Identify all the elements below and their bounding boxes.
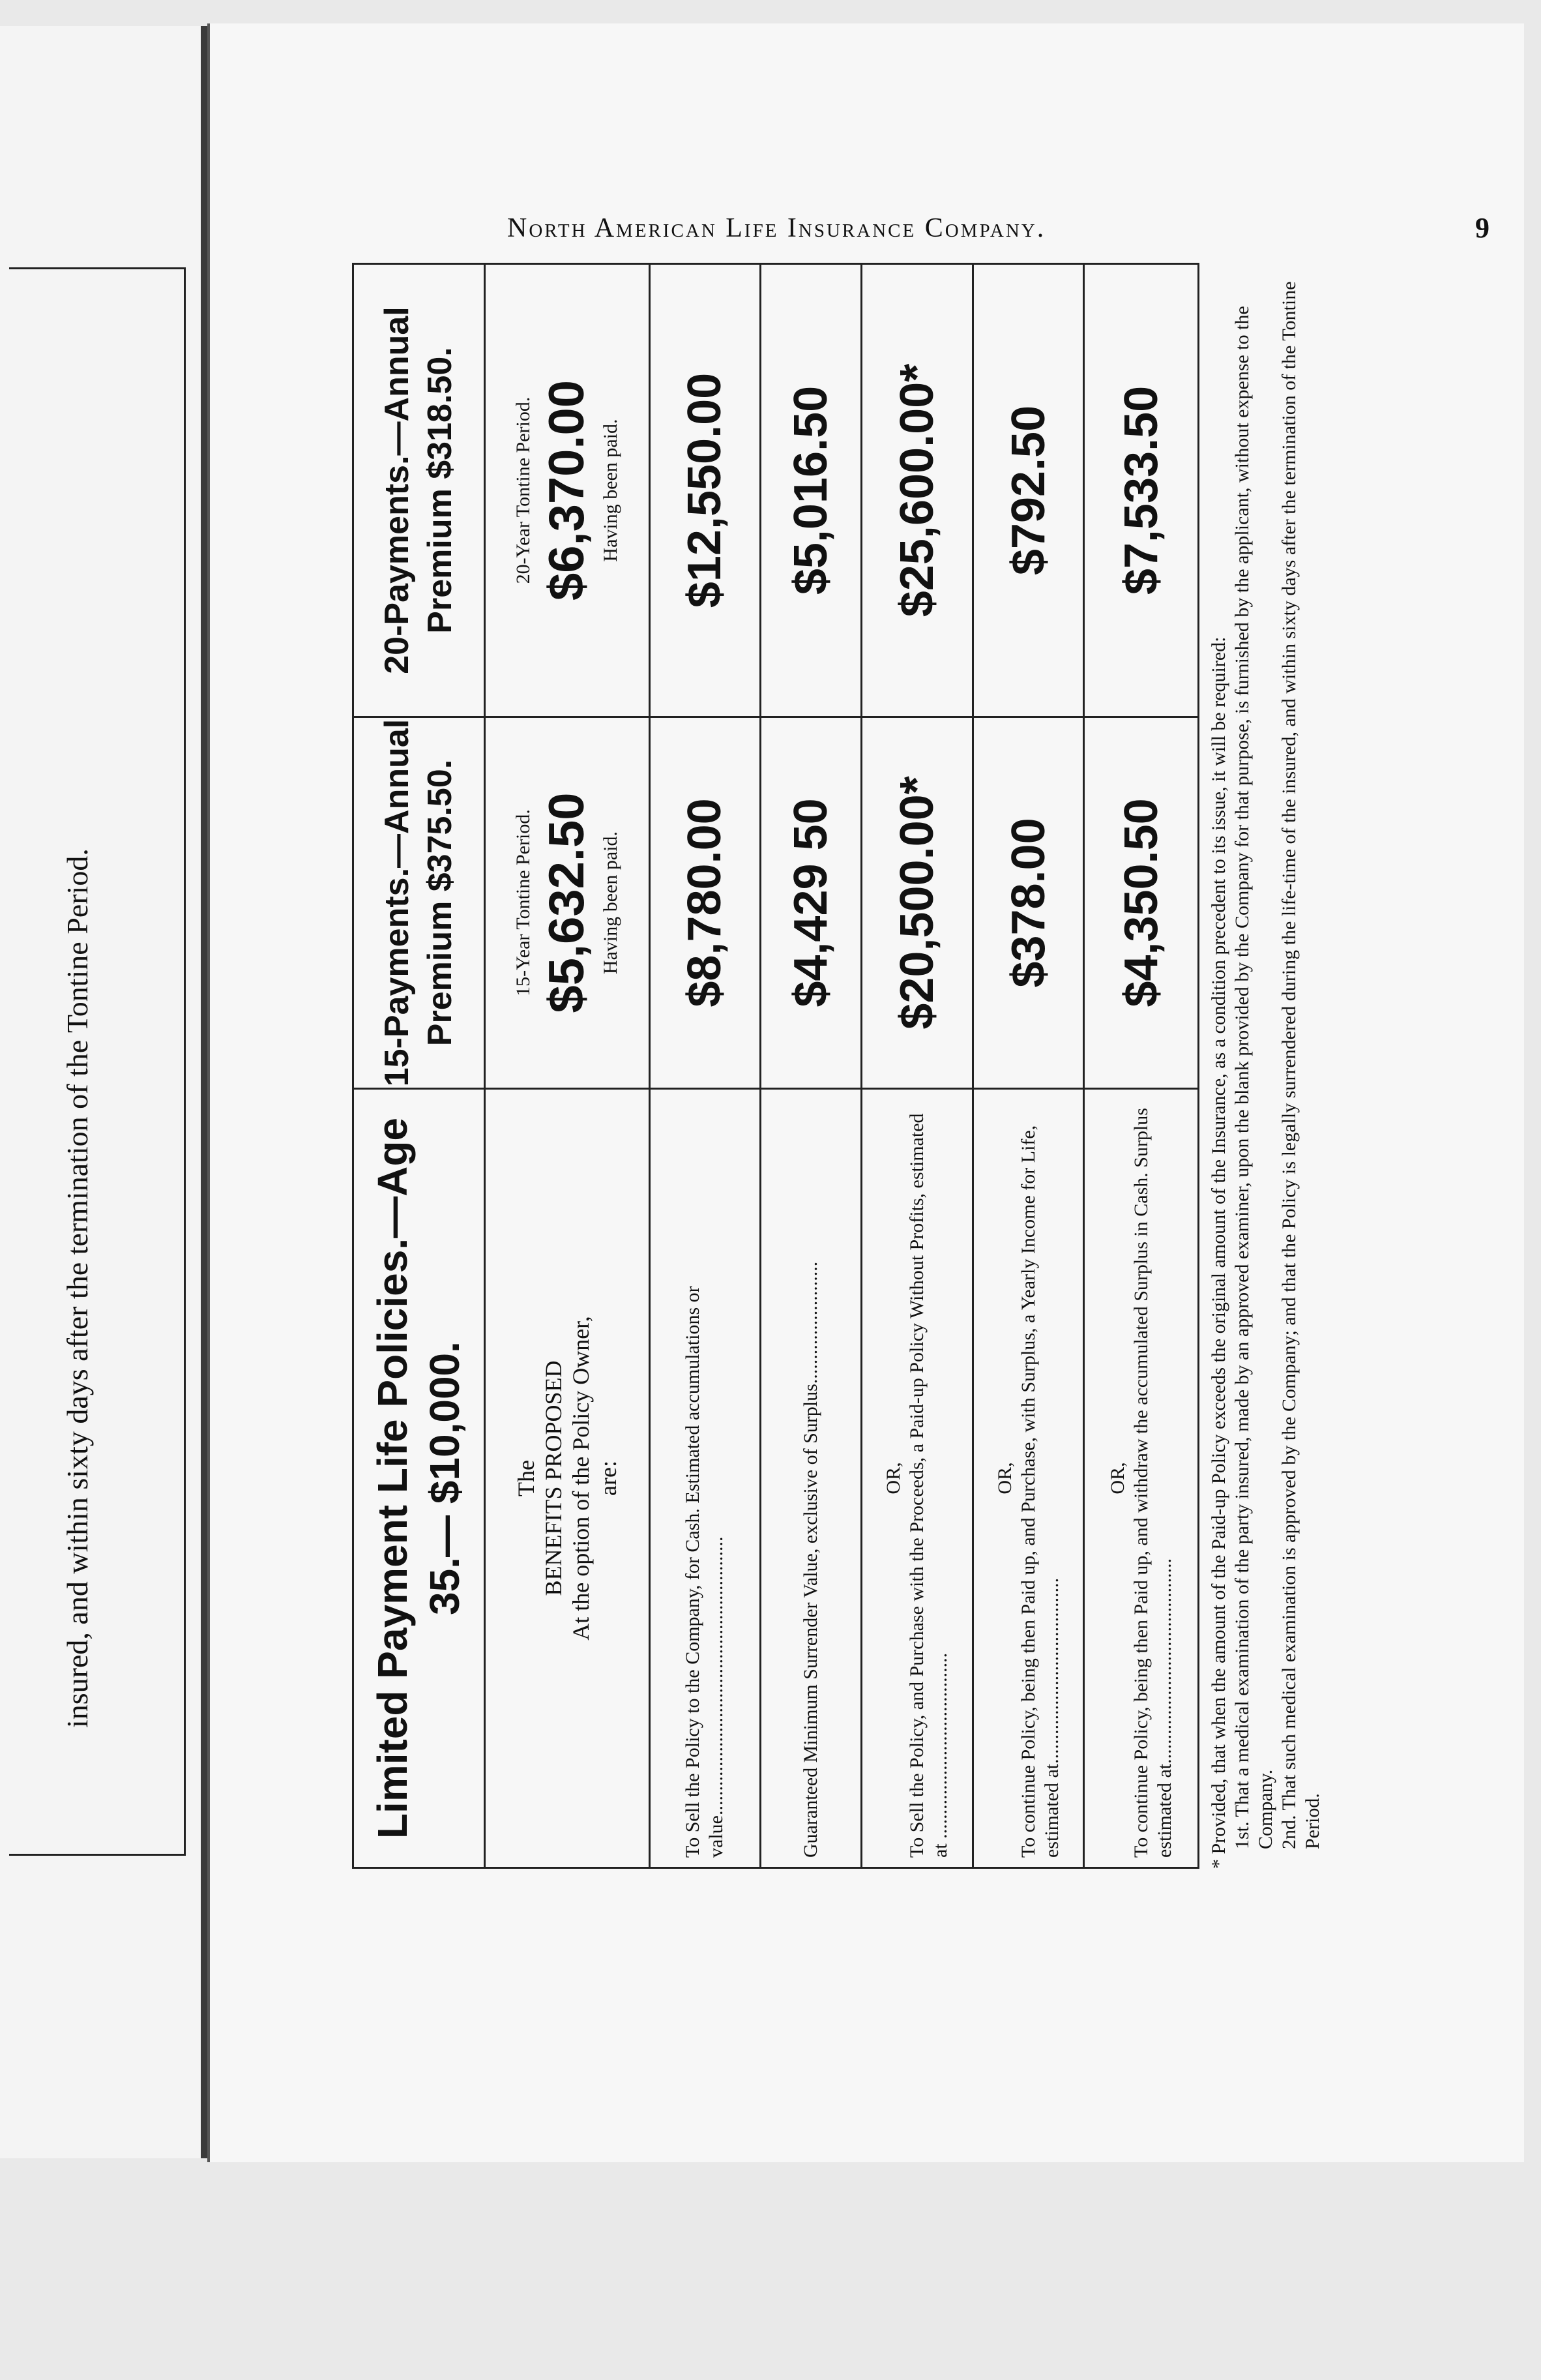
value-20-row-3: $25,600.00* [862, 264, 973, 717]
value-15-row-5: $4,350.50 [1084, 717, 1199, 1089]
column-heading-20: 20-Payments.—Annual Premium $318.50. [353, 264, 485, 717]
value-15-row-2: $4,429 50 [761, 717, 862, 1089]
option-row-4: OR, To continue Policy, being then Paid up, and Purchase, with Surplus, a Yearly Income for Life, estimated at...................................... [973, 1089, 1084, 1868]
value-20-row-4: $792.50 [973, 264, 1084, 717]
footnote [1207, 265, 1325, 1869]
left-page [0, 26, 207, 2158]
value-20-row-1: $12,550.00 [649, 264, 761, 717]
right-page [207, 23, 1524, 2162]
benefits-table [352, 263, 1199, 1869]
option-row-3: OR, To Sell the Policy, and Purchase with the Proceeds, a Paid-up Policy Without Profits, estimated at ...................................... [862, 1089, 973, 1868]
column-heading-15: 15-Payments.—Annual Premium $375.50. [353, 717, 485, 1089]
option-row-5: OR, To continue Policy, being then Paid up, and withdraw the accumulated Surplus in Cash. Surplus estimated at.......................................... [1084, 1089, 1199, 1868]
value-15-row-4: $378.00 [973, 717, 1084, 1089]
period-cell-20: 20-Year Tontine Period. $6,370.00 Having been paid. [484, 264, 649, 717]
left-page-text [59, 0, 137, 2380]
benefits-intro: The BENEFITS PROPOSED At the option of the Policy Owner, are: [484, 1089, 649, 1868]
period-cell-15: 15-Year Tontine Period. $5,632.50 Having been paid. [484, 717, 649, 1089]
footnote-first-condition: 1st. That a medical examination of the party insured, made by an approved examiner, upon the blank provided by the Company for that purpose, is furnished by the applicant, without expense to the Company. [1231, 306, 1276, 1849]
page-fold [207, 23, 210, 2162]
book-spine [201, 26, 207, 2158]
left-page-line: insured, and within sixty days after the termination of the Tontine Period. [61, 848, 94, 1728]
running-head: North American Life Insurance Company. [507, 213, 1046, 243]
option-row-2: Guaranteed Minimum Surrender Value, exclusive of Surplus......................... [761, 1089, 862, 1868]
value-20-row-2: $5,016.50 [761, 264, 862, 717]
table-title: Limited Payment Life Policies.—Age 35.— $10,000. [353, 1089, 485, 1868]
value-15-row-1: $8,780.00 [649, 717, 761, 1089]
footnote-second-condition: 2nd. That such medical examination is approved by the Company; and that the Policy is legally surrendered during the life-time of the insured, and within sixty days after the termination of the Tontine Period. [1278, 281, 1323, 1849]
footnote-proviso: * Provided, that when the amount of the Paid-up Policy exceeds the original amount of the Insurance, as a condition precedent to its issue, it will be required: [1208, 636, 1229, 1869]
page-number: 9 [1475, 212, 1490, 244]
rotated-content [352, 265, 1349, 1869]
option-row-1: To Sell the Policy to the Company, for Cash. Estimated accumulations or value......................................................... [649, 1089, 761, 1868]
value-15-row-3: $20,500.00* [862, 717, 973, 1089]
value-20-row-5: $7,533.50 [1084, 264, 1199, 717]
